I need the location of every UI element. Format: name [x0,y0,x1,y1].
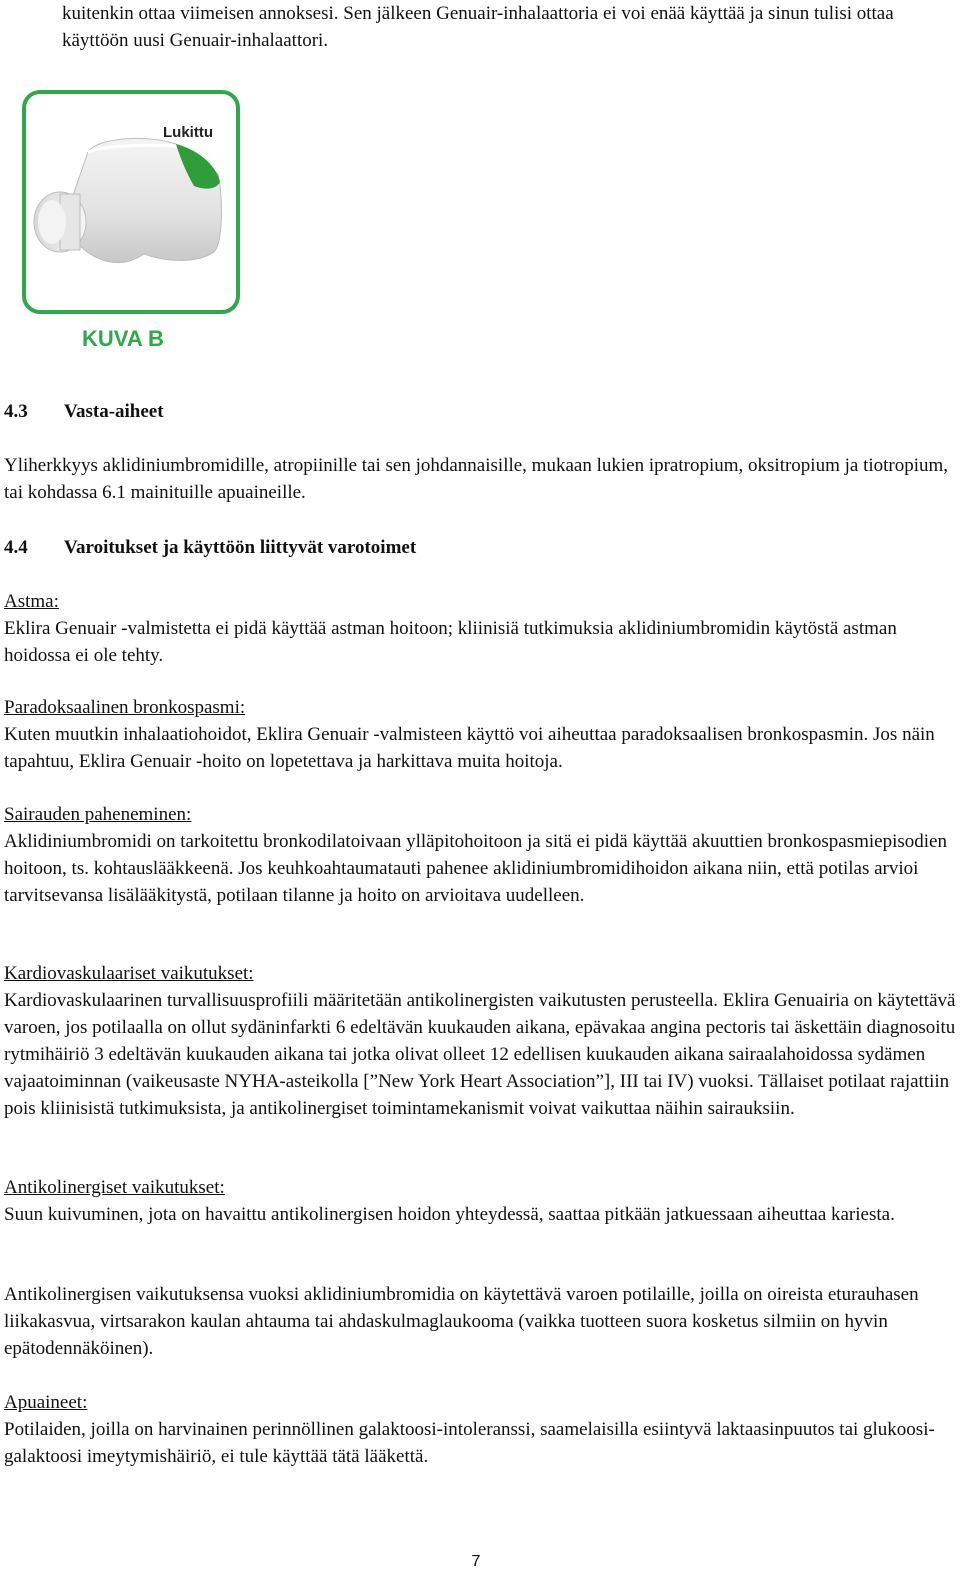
subsection-body: Kuten muutkin inhalaatiohoidot, Eklira Genuair -valmisteen käyttö voi aiheuttaa paradoksaalisen bronkospasmin. Jos näin tapahtuu, Eklira Genuair -hoito on lopetettava ja harkittava muita hoitoja. [4,724,935,772]
subsection-body: Kardiovaskulaarinen turvallisuusprofiili määritetään antikolinergisten vaikutusten perusteella. Eklira Genuairia on käytettävä varoen, jos potilaalla on ollut sydäninfarkti 6 edeltävän kuukauden aikana, epävakaa angina pectoris tai äskettäin diagnosoitu rytmihäiriö 3 edeltävän kuukauden aikana tai jotka olivat olleet 12 edellisen kuukauden aikana sairaalahoidossa sydämen vajaatoiminnan (vaikeusaste NYHA-asteikolla [”New York Heart Association”], III tai IV) vuoksi. Tällaiset potilaat rajattiin pois kliinisistä tutkimuksista, ja antikolinergiset toimintamekanismit voivat vaikuttaa näihin sairauksiin. [4,990,956,1119]
page-number: 7 [471,1553,481,1570]
figure-label: Lukittu [163,124,213,141]
figure-caption: KUVA B [82,326,164,351]
section-number: 4.4 [4,537,28,558]
subsection-body: Aklidiniumbromidi on tarkoitettu bronkodilatoivaan ylläpitohoitoon ja sitä ei pidä käyttää akuuttien bronkospasmiepisodien hoitoon, ts. kohtauslääkkeenä. Jos keuhkoahtaumatauti pahenee aklidiniumbromidihoidon aikana niin, että potilas arvioi tarvitsevansa lisälääkitystä, potilaan tilanne ja hoito on arvioitava uudelleen. [4,831,947,906]
subsection-body: Eklira Genuair -valmistetta ei pidä käyttää astman hoitoon; kliinisiä tutkimuksia aklidiniumbromidin käytöstä astman hoidossa ei ole tehty. [4,618,897,666]
section-title: Varoitukset ja käyttöön liittyvät varotoimet [64,537,417,558]
section-4-3-body: Yliherkkyys aklidiniumbromidille, atropiinille tai sen johdannaisille, mukaan lukien ipratropium, oksitropium ja tiotropium, tai kohdassa 6.1 mainituille apuaineille. [4,455,949,503]
section-title: Vasta-aiheet [64,401,164,422]
subsection-antikolinergiset [4,1174,956,1228]
subsection-body: Suun kuivuminen, jota on havaittu antikolinergisen hoidon yhteydessä, saattaa pitkään jatkuessaan aiheuttaa kariesta. [4,1204,895,1225]
subsection-body: Potilaiden, joilla on harvinainen perinnöllinen galaktoosi-intoleranssi, saamelaisilla esiintyvä laktaasinpuutos tai glukoosi-galaktoosi imeytymishäiriö, ei tule käyttää tätä lääkettä. [4,1419,935,1467]
subsection-title: Astma: [4,591,59,612]
subsection-title: Antikolinergiset vaikutukset: [4,1177,225,1198]
subsection-body: Antikolinergisen vaikutuksensa vuoksi aklidiniumbromidia on käytettävä varoen potilaille, joilla on oireista eturauhasen liikakasvua, virtsarakon kaulan ahtauma tai ahdaskulmaglaukooma (vaikka tuotteen suora kosketus silmiin on hyvin epätodennäköinen). [4,1284,919,1359]
subsection-apuaineet [4,1389,956,1470]
subsection-bronkospasmi [4,694,956,775]
section-4-4-heading [4,534,416,561]
section-number: 4.3 [4,401,28,422]
subsection-paheneminen [4,801,956,909]
subsection-title: Apuaineet: [4,1392,88,1413]
section-4-3-heading [4,398,164,425]
subsection-astma [4,588,956,669]
subsection-title: Paradoksaalinen bronkospasmi: [4,697,246,718]
subsection-antikolinergiset-continued [4,1281,956,1362]
subsection-title: Sairauden paheneminen: [4,804,192,825]
subsection-kardiovaskulaariset [4,960,956,1122]
intro-paragraph: kuitenkin ottaa viimeisen annoksesi. Sen jälkeen Genuair-inhalaattoria ei voi enää käyttää ja sinun tulisi ottaa käyttöön uusi Genuair-inhalaattori. [62,3,894,51]
subsection-title: Kardiovaskulaariset vaikutukset: [4,963,254,984]
